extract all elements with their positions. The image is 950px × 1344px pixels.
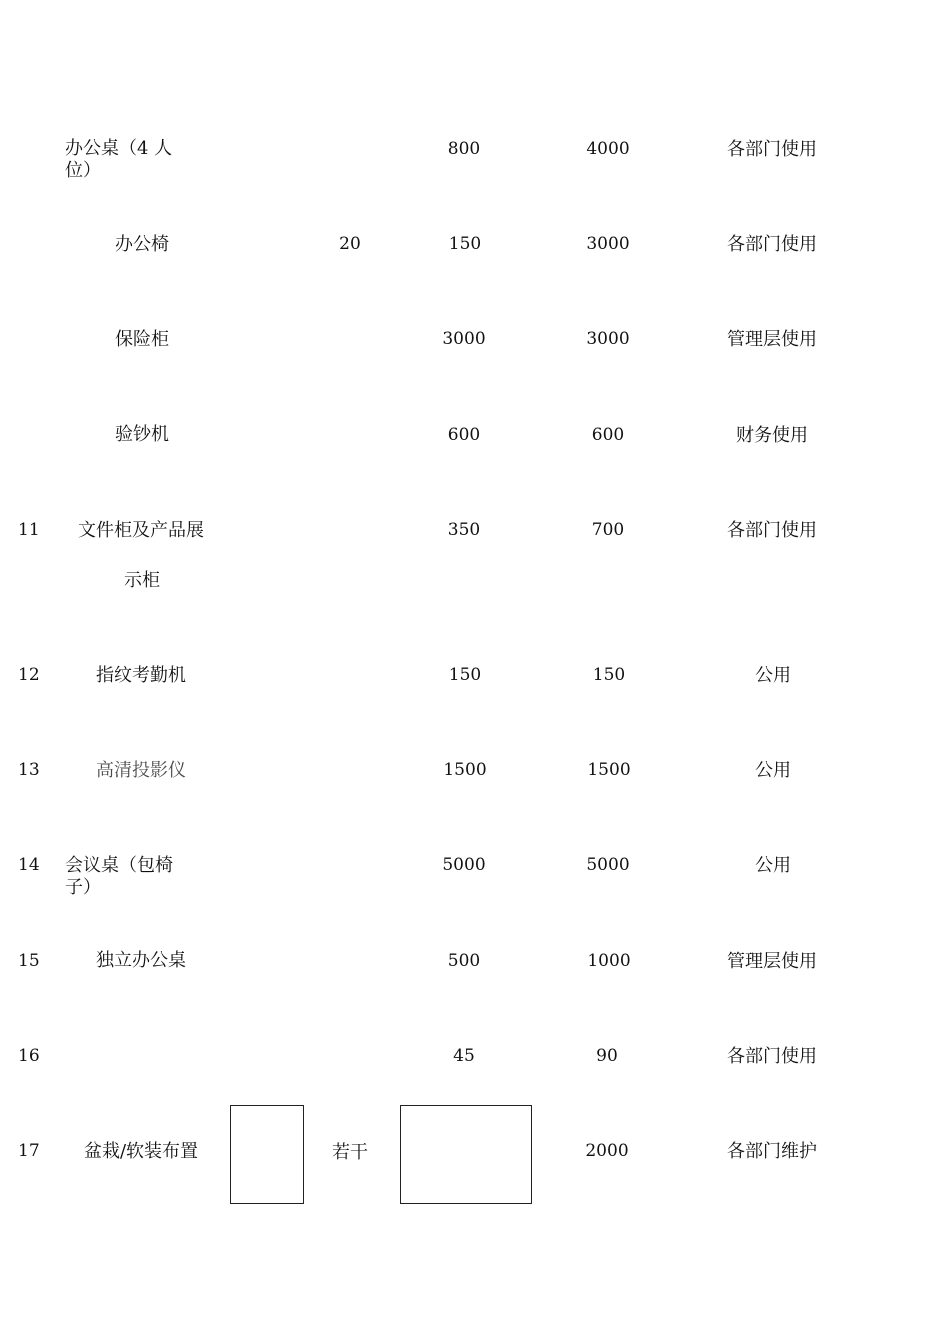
unit-price: 5000	[442, 855, 486, 875]
total-price: 5000	[586, 855, 630, 875]
row-number: 12	[18, 665, 40, 685]
unit-price: 3000	[442, 329, 486, 349]
total-price: 1000	[587, 951, 631, 971]
unit-price: 350	[447, 520, 481, 540]
unit-price: 800	[447, 139, 481, 159]
total-price: 3000	[586, 329, 630, 349]
row-number: 13	[18, 760, 40, 780]
row-number: 15	[18, 951, 40, 971]
row-number: 14	[18, 855, 40, 875]
item-name: 高清投影仪	[96, 760, 186, 781]
item-name-continued: 示柜	[124, 570, 160, 591]
usage: 管理层使用	[727, 951, 817, 972]
usage: 财务使用	[736, 425, 808, 446]
total-price: 4000	[586, 139, 630, 159]
total-price: 90	[596, 1046, 618, 1066]
item-name: 保险柜	[115, 329, 169, 350]
empty-cell-box	[230, 1105, 304, 1204]
total-price: 3000	[586, 234, 630, 254]
total-price: 600	[591, 425, 625, 445]
usage: 管理层使用	[727, 329, 817, 350]
item-name: 独立办公桌	[96, 950, 186, 971]
item-name: 办公椅	[115, 234, 169, 255]
item-name: 文件柜及产品展	[78, 520, 204, 541]
usage: 各部门维护	[727, 1141, 817, 1162]
unit-price: 1500	[443, 760, 487, 780]
item-name: 办公桌（4 人位）	[65, 138, 173, 181]
usage: 各部门使用	[727, 234, 817, 255]
empty-cell-box	[400, 1105, 532, 1204]
usage: 各部门使用	[727, 520, 817, 541]
unit-price: 600	[447, 425, 481, 445]
total-price: 2000	[585, 1141, 629, 1161]
usage: 公用	[755, 665, 791, 686]
quantity: 20	[339, 234, 361, 254]
row-number: 17	[18, 1141, 40, 1161]
item-name: 会议桌（包椅子）	[65, 855, 173, 898]
usage: 各部门使用	[727, 139, 817, 160]
item-name: 指纹考勤机	[96, 665, 186, 686]
unit-price: 45	[453, 1046, 475, 1066]
row-number: 16	[18, 1046, 40, 1066]
quantity: 若干	[332, 1142, 368, 1163]
total-price: 700	[591, 520, 625, 540]
row-number: 11	[18, 520, 40, 540]
usage: 公用	[755, 855, 791, 876]
item-name: 盆栽/软装布置	[83, 1141, 199, 1162]
usage: 公用	[755, 760, 791, 781]
total-price: 1500	[587, 760, 631, 780]
total-price: 150	[592, 665, 626, 685]
unit-price: 150	[448, 234, 482, 254]
usage: 各部门使用	[727, 1046, 817, 1067]
item-name: 验钞机	[115, 424, 169, 445]
unit-price: 500	[447, 951, 481, 971]
unit-price: 150	[448, 665, 482, 685]
